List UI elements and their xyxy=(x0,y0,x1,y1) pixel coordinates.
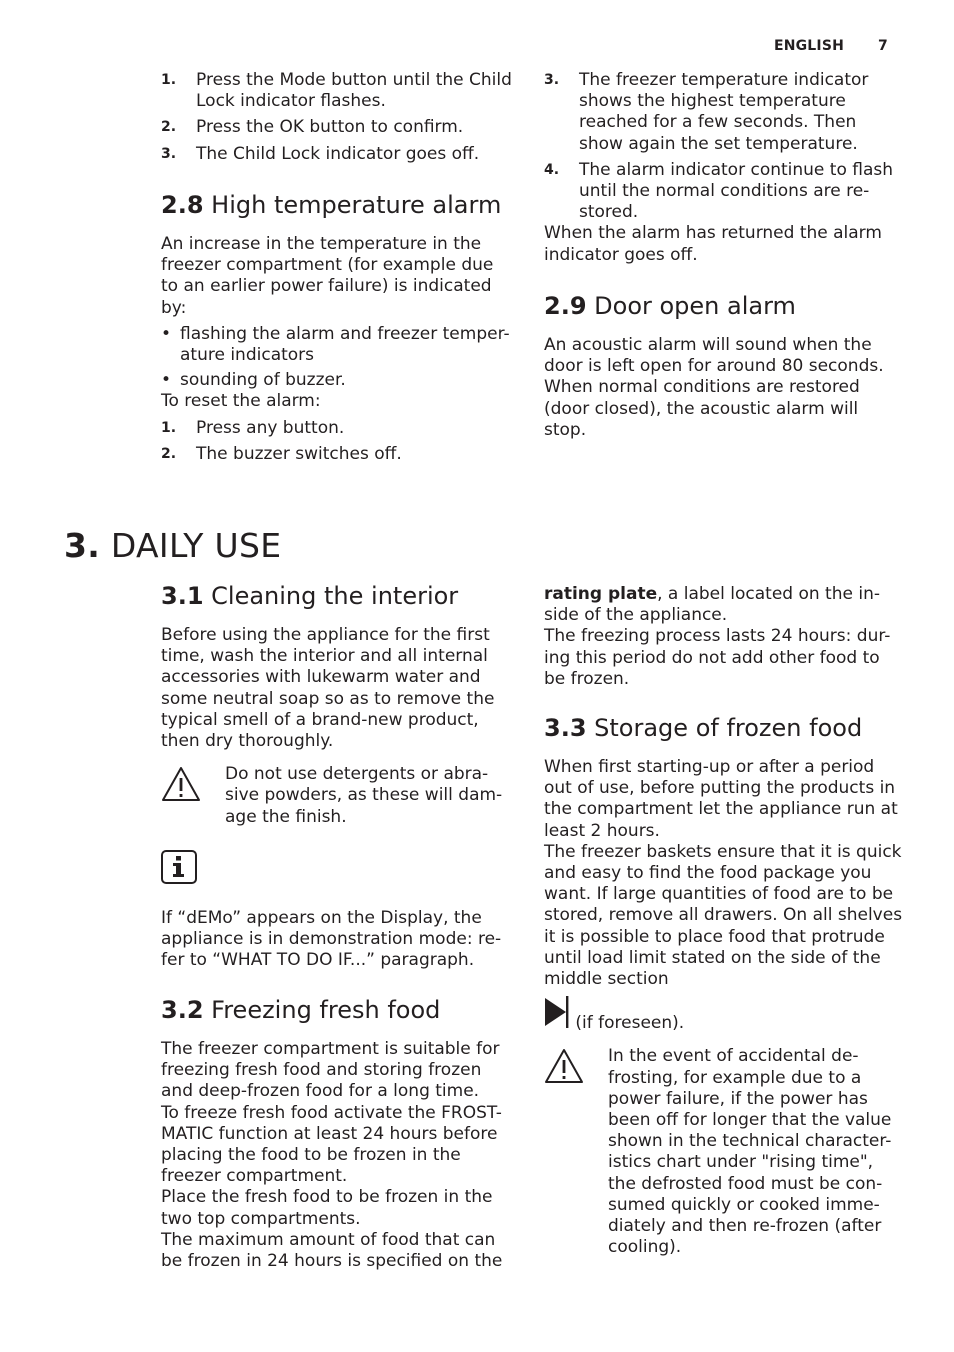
rating-plate-term: rating plate xyxy=(544,584,658,604)
section-3-3 xyxy=(544,713,904,1258)
paragraph: Place the fresh food to be frozen in the two top compartments. xyxy=(161,1187,493,1229)
list-item: • sounding of buzzer. xyxy=(161,370,346,391)
section-2-9 xyxy=(544,291,896,441)
paragraph: (if foreseen). xyxy=(544,996,904,1034)
paragraph: The maximum amount of food that can be frozen in 24 hours is specified on the xyxy=(161,1229,503,1272)
reset-steps xyxy=(161,418,513,465)
paragraph: An increase in the temperature in the freezer compartment (for example due to an earlier power failure) is indicated by: xyxy=(161,234,494,318)
section-heading: 3.3 Storage of frozen food xyxy=(544,714,863,742)
column-left-top xyxy=(161,70,513,170)
list-item: 2. The buzzer switches off. xyxy=(161,443,402,464)
warning-text: Do not use detergents or abra-sive powders, as these will dam-age the finish. xyxy=(225,764,503,827)
warning-icon xyxy=(161,764,225,806)
list-item: • flashing the alarm and freezer temper-ature indicators xyxy=(161,323,510,366)
list-item: 4. The alarm indicator continue to flash until the normal conditions are re-stored. xyxy=(544,159,894,223)
list-item: 1. Press the Mode button until the Child Lock indicator flashes. xyxy=(161,70,512,112)
section-heading: 2.9 Door open alarm xyxy=(544,292,796,320)
warning-text: In the event of accidental de-frosting, for example due to a power failure, if the power has been off for longer that the value shown in the technical character-istics chart under "rising time", the defrosted food must be con-sumed quickly or cooked imme-diately and then re-frozen (after cooling). xyxy=(608,1046,892,1258)
paragraph: An acoustic alarm will sound when the door is left open for around 80 seconds. When normal conditions are restored (door closed), the acoustic alarm will stop. xyxy=(544,335,884,440)
section-heading: 3.2 Freezing fresh food xyxy=(161,996,441,1024)
paragraph: To reset the alarm: xyxy=(161,391,321,412)
alarm-steps xyxy=(544,70,900,223)
page-number: 7 xyxy=(878,38,888,54)
section-3-2 xyxy=(161,995,513,1272)
paragraph: Before using the appliance for the first time, wash the interior and all internal accessories with lukewarm water and some neutral soap so as to remove the typical smell of a brand-new product, then dry thoroughly. xyxy=(161,625,495,752)
page-header xyxy=(774,38,888,54)
paragraph: If “dEMo” appears on the Display, the appliance is in demonstration mode: re-fer to “WHAT TO DO IF...” paragraph. xyxy=(161,907,502,971)
column-right-top xyxy=(544,70,900,266)
warning-box xyxy=(161,764,513,828)
paragraph: When first starting-up or after a period out of use, before putting the products in the compartment let the appliance run at least 2 hours. xyxy=(544,757,898,841)
paragraph: rating plate, a label located on the in-side of the appliance. xyxy=(544,584,880,626)
paragraph: The freezing process lasts 24 hours: dur-ing this period do not add other food to be frozen. xyxy=(544,626,891,689)
paragraph: The freezer compartment is suitable for freezing fresh food and storing frozen and deep-frozen food for a long time. xyxy=(161,1039,500,1102)
list-item: 2. Press the OK button to confirm. xyxy=(161,117,464,138)
load-limit-icon xyxy=(544,996,570,1034)
list-item: 3. The Child Lock indicator goes off. xyxy=(161,143,480,164)
header-language: ENGLISH xyxy=(773,38,845,54)
section-3-1 xyxy=(161,581,513,971)
section-2-8 xyxy=(161,190,513,470)
list-item: 3. The freezer temperature indicator shows the highest temperature reached for a few seconds. Then show again the set temperature. xyxy=(544,70,869,154)
paragraph: To freeze fresh food activate the FROST-MATIC function at least 24 hours before placing the food to be frozen in the freezer compartment. xyxy=(161,1102,502,1187)
warning-icon xyxy=(544,1046,608,1088)
warning-box xyxy=(544,1046,904,1258)
section-heading: 3.1 Cleaning the interior xyxy=(161,582,459,610)
list-item: 1. Press any button. xyxy=(161,417,345,438)
info-icon xyxy=(161,850,513,884)
section-heading: 2.8 High temperature alarm xyxy=(161,191,502,219)
paragraph: The freezer baskets ensure that it is quick and easy to find the food package you want. If large quantities of food are to be stored, remove all drawers. On all shelves it is possible to place food that protrude until load limit stated on the side of the middle section xyxy=(544,841,903,990)
section-3-2-continued xyxy=(544,584,896,690)
child-lock-steps xyxy=(161,70,513,165)
bullet-list xyxy=(161,324,513,392)
chapter-heading: 3. DAILY USE xyxy=(64,526,282,565)
paragraph: When the alarm has returned the alarm indicator goes off. xyxy=(544,223,882,265)
